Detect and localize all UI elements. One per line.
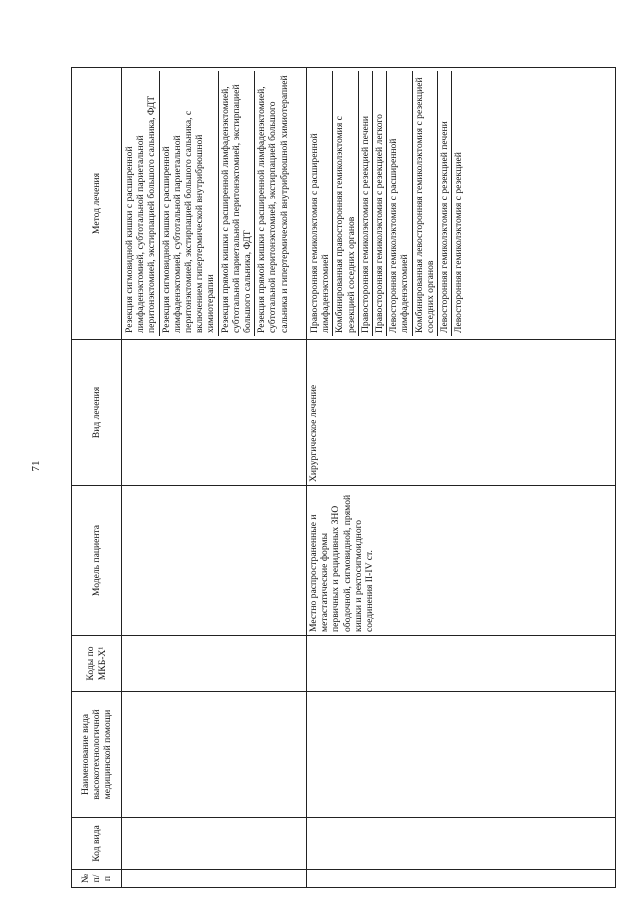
cell-model: Местно распространенные и метастатические формы первичных и рецидивных ЗНО ободочной, сигмовидной, прямой кишки и ректосигмоидного соединения II-IV ст.: [307, 486, 616, 636]
header-mkb: Коды по МКБ-X¹: [72, 636, 122, 692]
cell-name: [307, 692, 616, 818]
page-number: 71: [30, 460, 42, 472]
cell-num: [122, 870, 307, 888]
cell-code: [307, 818, 616, 870]
cell-type: [122, 340, 307, 486]
header-method: Метод лечения: [72, 68, 122, 340]
header-code: Код вида: [72, 818, 122, 870]
header-name: Наименование вида высокотехнологичной медицинской помощи: [72, 692, 122, 818]
header-row: [72, 68, 122, 888]
method-item: Левосторонняя гемиколэктомия с резекцией печени: [438, 71, 452, 336]
method-item: Левосторонняя гемиколэктомия с расширенной лимфаденэктомией: [387, 71, 412, 336]
cell-code: [122, 818, 307, 870]
method-item: Резекция прямой кишки с расширенной лимфаденэктомией, субтотальной париетальной перитонэктомией, экстирпацией большого сальника, ФДТ: [219, 71, 256, 336]
header-num: № п/п: [72, 870, 122, 888]
cell-name: [122, 692, 307, 818]
page-number-area: [0, 0, 60, 905]
cell-mkb: [122, 636, 307, 692]
cell-type: Хирургическое лечение: [307, 340, 616, 486]
header-model: Модель пациента: [72, 486, 122, 636]
cell-model: [122, 486, 307, 636]
table-row: [122, 68, 307, 888]
header-type: Вид лечения: [72, 340, 122, 486]
treatment-table: [71, 67, 616, 888]
method-item: Левосторонняя гемиколэктомия с резекцией: [453, 152, 465, 333]
method-item: Правосторонняя гемиколэктомия с резекцией печени: [359, 71, 373, 336]
method-item: Резекция сигмовидной кишки с расширенной лимфаденэктомией, субтотальной париетальной перитонэктомией, экстирпацией большого сальника, с включением гипертермической внутрибрюшной химиотерапии: [160, 71, 219, 336]
cell-methods: [122, 68, 307, 340]
method-item: Правосторонняя гемиколэктомия с расширенной лимфаденэктомией: [308, 71, 333, 336]
table-row: [307, 68, 616, 888]
rotated-document-table: [71, 68, 616, 888]
method-item: Комбинированная левосторонняя гемиколэктомия с резекцией соседних органов: [413, 71, 438, 336]
method-item: Резекция прямой кишки с расширенной лимфаденэктомией, субтотальной перитонэктомией, экстирпацией большого сальника и гипертермической внутрибрюшной химиотерапией: [256, 75, 290, 333]
cell-num: [307, 870, 616, 888]
cell-mkb: [307, 636, 616, 692]
cell-methods: [307, 68, 616, 340]
method-item: Правосторонняя гемиколэктомия с резекцией легкого: [373, 71, 387, 336]
method-item: Резекция сигмовидной кишки с расширенной лимфаденэктомией, субтотальной париетальной перитонэктомией, экстирпацией большого сальника, ФДТ: [123, 71, 160, 336]
method-item: Комбинированная правосторонняя гемиколэктомия с резекцией соседних органов: [333, 71, 358, 336]
